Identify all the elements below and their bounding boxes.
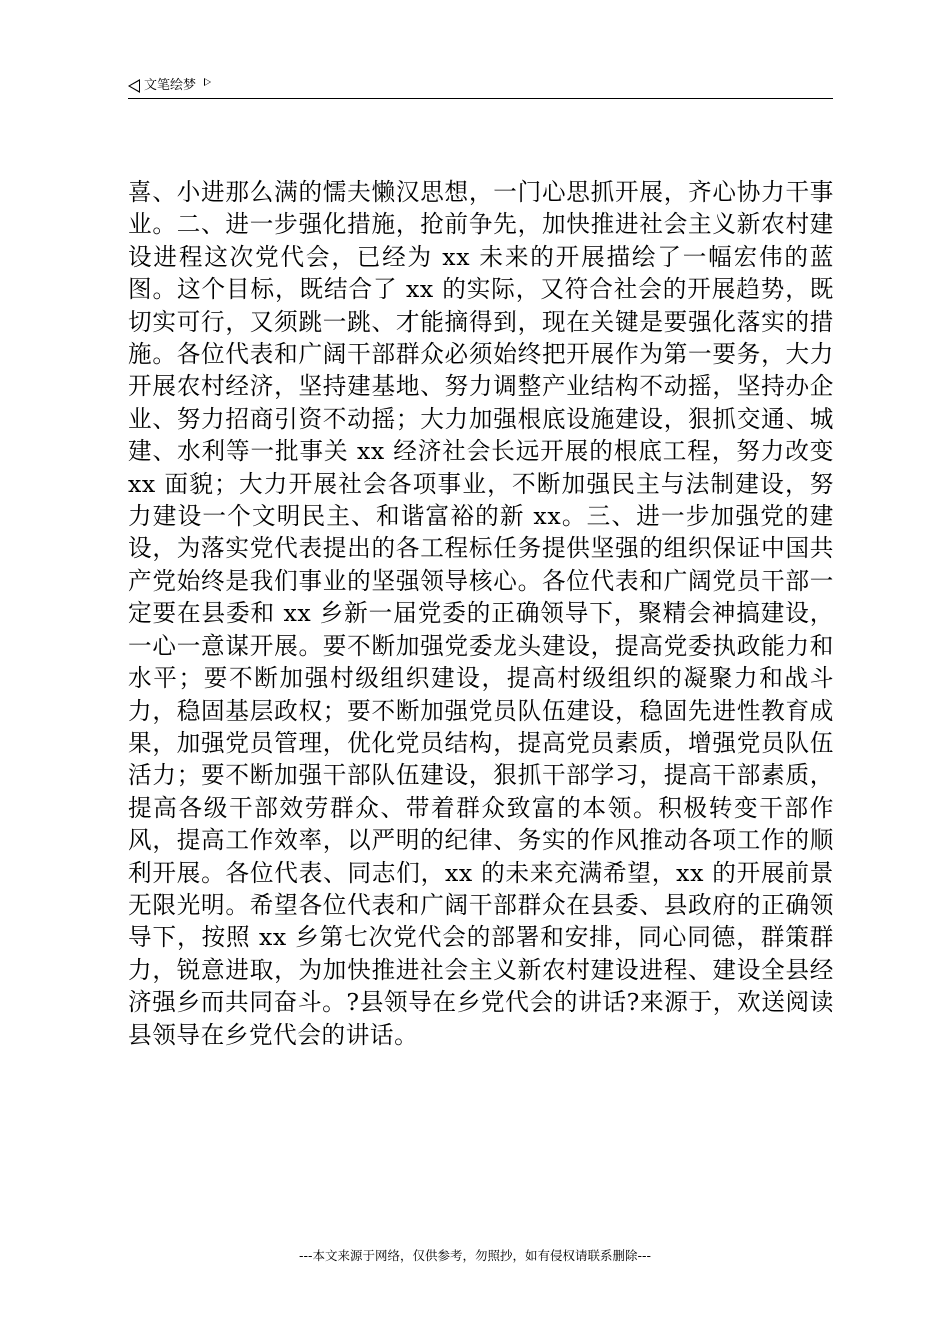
footer-notice: ---本文来源于网络，仅供参考，勿照抄，如有侵权请联系删除---: [298, 1248, 652, 1263]
triangle-right-icon: [204, 78, 211, 86]
triangle-left-icon: [128, 79, 140, 93]
header-title: 文笔绘梦: [144, 78, 197, 93]
body-paragraph: 喜、小进那么满的懦夫懒汉思想，一门心思抓开展，齐心协力干事业。二、进一步强化措施，抢前争先，加快推进社会主义新农村建设进程这次党代会，已经为 xx 未来的开展描绘了一幅宏伟的蓝图。这个目标，既结合了 xx 的实际，又符合社会的开展趋势，既切实可行，又须跳一跳、才能摘得到，现在关键是要强化落实的措施。各位代表和广阔干部群众必须始终把开展作为第一要务，大力开展农村经济，坚持建基地、努力调整产业结构不动摇，坚持办企业、努力招商引资不动摇；大力加强根底设施建设，狠抓交通、城建、水利等一批事关 xx 经济社会长远开展的根底工程，努力改变 xx 面貌；大力开展社会各项事业，不断加强民主与法制建设，努力建设一个文明民主、和谐富裕的新 xx。三、进一步加强党的建设，为落实党代表提出的各工程标任务提供坚强的组织保证中国共产党始终是我们事业的坚强领导核心。各位代表和广阔党员干部一定要在县委和 xx 乡新一届党委的正确领导下，聚精会神搞建设，一心一意谋开展。要不断加强党委龙头建设，提高党委执政能力和水平；要不断加强村级组织建设，提高村级组织的凝聚力和战斗力，稳固基层政权；要不断加强党员队伍建设，稳固先进性教育成果，加强党员管理，优化党员结构，提高党员素质，增强党员队伍活力；要不断加强干部队伍建设，狠抓干部学习，提高干部素质，提高各级干部效劳群众、带着群众致富的本领。积极转变干部作风，提高工作效率，以严明的纪律、务实的作风推动各项工作的顺利开展。各位代表、同志们，xx 的未来充满希望，xx 的开展前景无限光明。希望各位代表和广阔干部群众在县委、县政府的正确领导下，按照 xx 乡第七次党代会的部署和安排，同心同德，群策群力，锐意进取，为加快推进社会主义新农村建设进程、建设全县经济强乡而共同奋斗。?县领导在乡党代会的讲话?来源于，欢送阅读县领导在乡党代会的讲话。: [128, 178, 834, 1049]
page-header: [128, 74, 833, 99]
